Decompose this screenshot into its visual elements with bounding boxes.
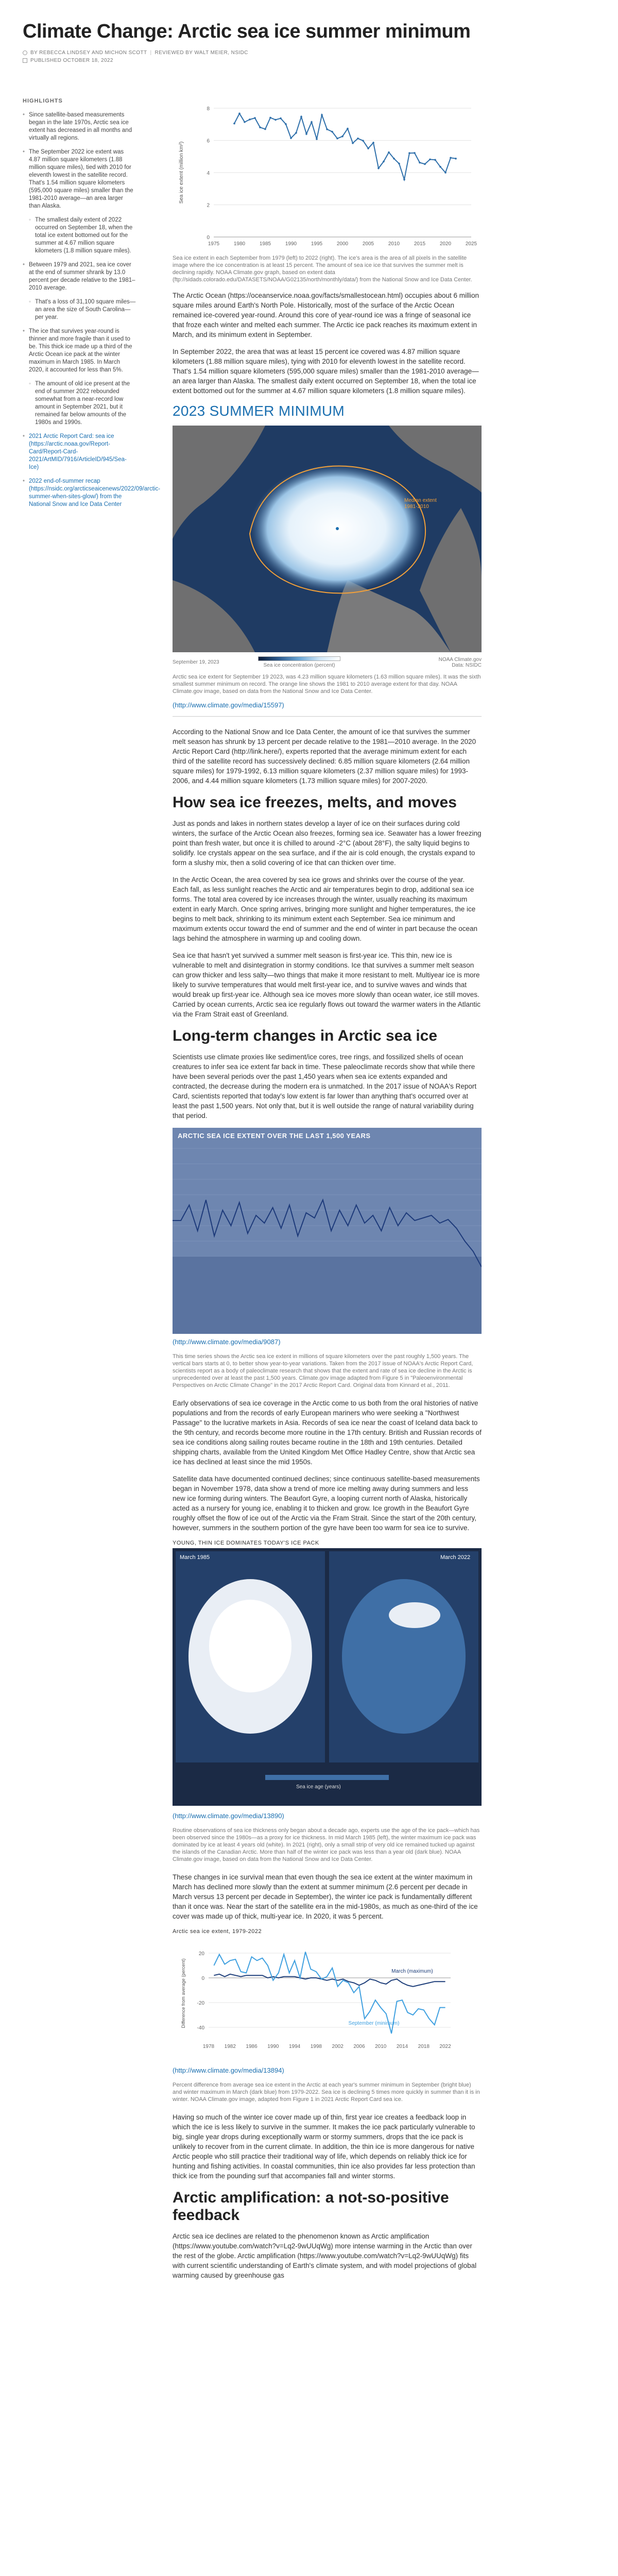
divider xyxy=(173,716,482,717)
sea-ice-age-svg xyxy=(173,1548,482,1806)
age-label-2022: March 2022 xyxy=(440,1554,471,1561)
data-point xyxy=(254,117,256,119)
data-point xyxy=(403,179,405,181)
1500-year-caption: This time series shows the Arctic sea ice extent in millions of square kilometers over the past roughly 1,500 years. The vertical bars starts at 0, to better show year-to-year variations. Taken from the 2017 issue of NOAA's Arctic Report Card, scientists report as a body of paleoclimate research that shows that the extent and rate of sea ice decline in the Arctic is unprecedented over at least the past 1,500 years. Climate.gov image adapted from Figure 5 in "Paleoenvironmental Perspectives on Arctic Climate Change" in the 2017 Arctic Report Card. Original data from Kinnard et al., 2011. xyxy=(173,1353,473,1388)
median-extent-label: Median extent 1981-2010 xyxy=(404,498,437,510)
concentration-legend xyxy=(258,656,340,668)
1500-year-title: ARCTIC SEA ICE EXTENT OVER THE LAST 1,500 YEARS xyxy=(178,1132,371,1140)
data-point xyxy=(347,128,349,130)
data-point xyxy=(434,159,436,161)
data-point xyxy=(419,162,421,164)
series-line xyxy=(214,1952,445,2033)
small-chart-caption: Percent difference from average sea ice extent in the Arctic at each year's summer minimum in September (bright blue) and winter maximum in March (dark blue) from 1979-2022. Sea ice is declining 5 times more quickly in summer than it is in winter. NOAA Climate.gov image, adapted from Figure 1 in 2021 Arctic Report Card sea ice. xyxy=(173,2082,480,2103)
data-point xyxy=(233,123,235,125)
data-point xyxy=(269,117,271,119)
data-point xyxy=(372,142,374,144)
paragraph-ponds-lakes: Just as ponds and lakes in northern states develop a layer of ice on their surfaces during cold winters, the surface of the Arctic Ocean also freezes, forming sea ice. Seawater has a lower freezing point than fresh water, but once it is chilled to around -2°C (about 28°F), the salty liquid begins to solidify. Ice crystals appear on the sea surface, and if the air is cold enough, the crystals expand to form a slushy mix, then a solid covering of ice that can thicken over time. xyxy=(173,820,482,867)
x-tick-label: 2000 xyxy=(336,241,349,247)
x-tick-label: 2020 xyxy=(439,241,452,247)
data-point xyxy=(336,138,338,140)
paragraph-arctic-ocean: The Arctic Ocean (https://oceanservice.noaa.gov/facts/smallestocean.html) occupies about 6 million square miles around Earth's North Pole. Historically, most of the surface of the Arctic Ocean remained ice-covered year-round. Around this core of year-round ice was a fringe of seasonal ice that froze each winter and melted each summer. The Arctic ice pack reaches its maximum extent in March, and its minimum extent in September. xyxy=(173,292,479,338)
paragraph-early-observations: Early observations of sea ice coverage in the Arctic come to us both from the oral histories of native populations and from the records of early European mariners who were seeking a "Northwest Passage" to the lucrative markets in Asia. Records of sea ice near the coast of Iceland data back to the 9th century, and records become more routine in the 17th century. British and Russian records of sea ice conditions along sailing routes became routine in the 18th and 19th centuries. Detailed shipping charts, available from the United Kingdom Met Office Hadley Centre, show that Arctic sea ice has declined at least since the mid 1950s. xyxy=(173,1399,482,1466)
data-point xyxy=(259,126,261,128)
data-point xyxy=(455,158,457,160)
person-icon xyxy=(23,50,27,55)
x-tick-label: 2006 xyxy=(353,2044,365,2049)
age-colorbar xyxy=(265,1775,389,1780)
heading-arctic-amplification: Arctic amplification: a not-so-positive feedback xyxy=(173,2189,449,2224)
x-tick-label: 2018 xyxy=(418,2044,430,2049)
x-tick-label: 1980 xyxy=(233,241,246,247)
data-point xyxy=(285,123,287,125)
highlight-link[interactable]: 2021 Arctic Report Card: sea ice (https://arctic.noaa.gov/Report-Card/Report-Card-2021/ArtMID/7916/ArticleID/945/Sea-Ice) xyxy=(29,433,127,470)
highlight-item: • Between 1979 and 2021, sea ice cover at the end of summer shrank by 13.0 percent per decade relative to the 1981–2010 average. xyxy=(23,261,136,292)
y-tick-label: 6 xyxy=(207,138,210,144)
x-tick-label: 2010 xyxy=(375,2044,387,2049)
y-tick-label: 0 xyxy=(201,1976,204,1981)
calendar-icon xyxy=(23,58,27,63)
data-point xyxy=(362,140,364,142)
highlight-link[interactable]: 2022 end-of-summer recap (https://nsidc.org/arcticseaicenews/2022/09/arctic-summer-when-sites-glow/) from the National Snow and Ice Data Center xyxy=(29,478,161,507)
series-line xyxy=(214,1974,445,1987)
data-point xyxy=(398,163,400,165)
age-old-ice-1985 xyxy=(209,1600,291,1692)
y-tick-label: -20 xyxy=(197,2001,204,2006)
x-tick-label: 1995 xyxy=(311,241,323,247)
y-tick-label: 0 xyxy=(207,235,210,241)
x-tick-label: 1990 xyxy=(267,2044,279,2049)
publish-date-text: PUBLISHED OCTOBER 18, 2022 xyxy=(30,58,113,63)
data-point xyxy=(341,135,344,138)
separator: | xyxy=(150,50,152,56)
age-caption: Routine observations of sea ice thickness only began about a decade ago, experts use the age of the ice pack—which has been observed since the 1980s—as a proxy for ice thickness. In mid March 1985 (left), the winter maximum ice pack was dominated by ice at least 4 years old (white). In 2021 (right), only a small strip of very old ice remained tucked up against the islands of the Canadian Arctic. More than half of the winter ice pack was less than a year old (dark blue). NOAA Climate.gov image, based on data from the National Snow and Ice Data Center. xyxy=(173,1827,480,1862)
paragraph-grows-shrinks: In the Arctic Ocean, the area covered by sea ice grows and shrinks over the course of the year. Each fall, as less sunlight reaches the Arctic and air temperatures begin to drop, additional sea ice forms. The total area covered by ice increases through the winter, usually reaching its maximum extent in early March. Once spring arrives, bringing more sunlight and higher temperatures, the ice begins to melt back, shrinking to its minimum extent each September. Sea ice minimum and maximum extents occur toward the end of summer and the end of winter in part because the ocean lags behind the atmosphere in warming up and cooling down. xyxy=(173,876,478,942)
map-media-link[interactable]: (http://www.climate.gov/media/15597) xyxy=(173,701,284,709)
x-tick-label: 1975 xyxy=(208,241,220,247)
data-point xyxy=(383,161,385,163)
1500-year-chart xyxy=(173,1128,482,1334)
age-old-ice-2022 xyxy=(389,1602,440,1628)
data-point xyxy=(264,128,266,130)
x-tick-label: 2022 xyxy=(439,2044,451,2049)
data-point xyxy=(331,131,333,133)
series-label-september: September (minimum) xyxy=(348,2021,400,2027)
series-label-march: March (maximum) xyxy=(391,1969,433,1974)
sea-ice-age-figure xyxy=(173,1548,482,1806)
y-tick-label: 8 xyxy=(207,106,210,112)
article-body xyxy=(173,98,482,2287)
extent-anomaly-svg xyxy=(173,1937,482,2060)
highlights-sidebar xyxy=(23,98,161,515)
data-point xyxy=(357,138,359,140)
x-tick-label: 2014 xyxy=(396,2044,408,2049)
data-point xyxy=(444,172,447,174)
highlight-item: • Since satellite-based measurements began in the late 1970s, Arctic sea ice extent has decreased in all months and virtually all regions. xyxy=(23,111,136,142)
x-tick-label: 1994 xyxy=(288,2044,301,2049)
data-point xyxy=(274,119,277,121)
reviewer-name: REVIEWED BY WALT MEIER, NSIDC xyxy=(154,50,248,56)
byline xyxy=(23,50,594,56)
age-media-link[interactable]: (http://www.climate.gov/media/13890) xyxy=(173,1812,284,1820)
map-legend xyxy=(173,656,482,668)
y-tick-label: 4 xyxy=(207,171,210,176)
age-figure-title: YOUNG, THIN ICE DOMINATES TODAY'S ICE PACK xyxy=(173,1540,319,1546)
data-point xyxy=(326,128,328,130)
author-names: BY REBECCA LINDSEY AND MICHON SCOTT xyxy=(30,50,147,56)
y-tick-label: 20 xyxy=(198,1951,204,1957)
highlights-list xyxy=(23,111,161,509)
data-point xyxy=(429,159,431,161)
highlight-item: • The ice that survives year-round is thinner and more fragile than it used to be. This thick ice made up a third of the Arctic Ocean ice pack at the winter maximum in March 1985. In March 2020, it accounted for less than 5%. xyxy=(23,328,136,374)
paragraph-paleoclimate: Scientists use climate proxies like sediment/ice cores, tree rings, and fossilized shells of ocean creatures to infer sea ice extent far back in time. These paleoclimate records show that while there have been several periods over the past 1,450 years when sea ice extents expanded and contracted, the decrease during the modern era is unmatched. In the 2017 issue of NOAA's Report Card, scientists reported that today's low extent is far lower than anything that's occurred over at least the past 1,500 years. Not only that, but it is well outside the range of natural variability during that period. xyxy=(173,1053,477,1120)
publish-date xyxy=(23,58,594,63)
paragraph-sept-2022: In September 2022, the area that was at least 15 percent ice covered was 4.87 million square kilometers (1.88 million square miles), tying with 2010 for eleventh lowest in the satellite record. That's 1.54 million square kilometers (595,000 square miles) smaller than the 1981-2010 average—an area larger than Alaska. The smallest daily extent occurred on September 18, when the total ice extent bottomed out for the summer at 4.67 million square kilometers (1.8 million square miles). xyxy=(173,348,479,395)
age-ice-2022 xyxy=(342,1579,466,1734)
x-tick-label: 1985 xyxy=(259,241,271,247)
data-point xyxy=(352,142,354,144)
data-point xyxy=(238,113,241,115)
data-point xyxy=(300,116,302,118)
paragraph-nsidc: According to the National Snow and Ice Data Center, the amount of ice that survives the summer melt season has shrunk by 13 percent per decade relative to the 1981—2010 average. In the 2020 Arctic Report Card (http://link.here/), experts reported that the average minimum extent for each third of the satellite record has successively declined: 6.85 million square kilometers (2.64 million square miles) for 1979-1992, 6.13 million square kilometers (2.37 million square miles) for 1993-2006, and 4.44 million square kilometers (1.73 million square miles) for 2007-2020. xyxy=(173,728,476,785)
data-point xyxy=(408,152,410,154)
summer-min-heading: 2023 SUMMER MINIMUM xyxy=(173,403,345,419)
data-point xyxy=(280,117,282,120)
data-point xyxy=(316,138,318,140)
lower-band xyxy=(173,1257,482,1334)
small-chart-media-link[interactable]: (http://www.climate.gov/media/13894) xyxy=(173,2066,284,2074)
y-tick-label: -40 xyxy=(197,2025,204,2031)
x-tick-label: 2005 xyxy=(362,241,374,247)
data-point xyxy=(367,147,369,149)
heading-long-term: Long-term changes in Arctic sea ice xyxy=(173,1027,438,1044)
figure1-caption: Sea ice extent in each September from 1979 (left) to 2022 (right). The ice's area is the area of all pixels in the satellite image where the ice concentration is at least 15 percent. The amount of sea ice ice that survives the summer melt is declining rapidly. NOAA Climate.gov graph, based on extent data (ftp://sidads.colorado.edu/DATASETS/NOAA/G02135/north/monthly/data/) from the National Snow and Ice Data Center. xyxy=(173,255,472,283)
highlights-heading: HIGHLIGHTS xyxy=(23,98,63,104)
highlight-item: ◦ That's a loss of 31,100 square miles—an area the size of South Carolina—per year. xyxy=(23,298,136,321)
data-point xyxy=(393,158,395,160)
data-point xyxy=(414,152,416,154)
map-credit: NOAA Climate.gov Data: NSIDC xyxy=(438,656,482,668)
small-chart-title: Arctic sea ice extent, 1979-2022 xyxy=(173,1928,262,1935)
x-tick-label: 2025 xyxy=(465,241,477,247)
y-axis-label: Difference from average (percent) xyxy=(181,1958,186,2028)
map-caption: Arctic sea ice extent for September 19 2023, was 4.23 million square kilometers (1.63 million square miles). It was the sixth smallest summer minimum on record. The orange line shows the 1981 to 2010 average extent for that day. NOAA Climate.gov image, based on data from the National Snow and Ice Data Center. xyxy=(173,674,481,694)
data-point xyxy=(244,121,246,123)
concentration-legend-title: Sea ice concentration (percent) xyxy=(263,663,335,668)
1500-year-svg xyxy=(173,1128,482,1334)
data-point xyxy=(439,166,441,168)
x-tick-label: 1998 xyxy=(310,2044,322,2049)
highlight-item[interactable] xyxy=(23,433,136,471)
sea-ice-map-svg xyxy=(173,426,482,652)
data-point xyxy=(424,163,426,165)
data-point xyxy=(295,132,297,134)
paragraph-ice-survival: These changes in ice survival mean that even though the sea ice extent at the winter maximum in March has declined more slowly than the extent at summer minimum (2.6 percent per decade in March versus 13 percent per decade in September), the winter ice pack is fundamentally different than it once was. Near the start of the satellite era in the mid-1980s, as much as one-third of the ice cover was made up of thick, multi-year ice. In 2020, it was 5 percent. xyxy=(173,1873,478,1920)
x-tick-label: 2010 xyxy=(388,241,400,247)
data-point xyxy=(311,121,313,123)
x-tick-label: 2015 xyxy=(414,241,426,247)
chart1-svg xyxy=(173,98,482,252)
highlight-item[interactable] xyxy=(23,478,161,509)
data-point xyxy=(450,157,452,159)
paragraph-satellite: Satellite data have documented continued declines; since continuous satellite-based measurements began in November 1978, data show a trend of more ice melting away during summers and less new ice forming during winters. The Beaufort Gyre, a looping current north of Alaska, historically acted as a nursery for young ice, enabling it to thicken and grow. Ice growth in the Beaufort Gyre roughly offset the flow of ice out of the Arctic via the Fram Strait. Since the start of the 20th century, however, summers in the southern portion of the gyre have been too warm for sea ice to survive. xyxy=(173,1475,480,1532)
article-header xyxy=(23,21,594,63)
paragraph-first-year-ice: Sea ice that hasn't yet survived a summer melt season is first-year ice. This thin, new ice is vulnerable to melt and disintegration in stormy conditions. Ice that survives a summer melt season can grow thicker and less salty—two things that make it more resistant to melt. Multiyear ice is more likely to survive temperatures that would melt first-year ice, and to survive waves and winds that would break up first-year ice. Although sea ice moves more slowly than ocean water, ice still moves. Carried by ocean currents, Arctic sea ice regularly flows out toward the warmer waters in the Atlantic via the Fram Strait east of Greenland. xyxy=(173,952,481,1018)
north-pole-marker xyxy=(336,527,339,530)
highlight-item: ◦ The amount of old ice present at the end of summer 2022 rebounded somewhat from a near-record low amount in September 2021, but it remained far below amounts of the 1980s and 1990s. xyxy=(23,380,136,427)
data-point xyxy=(321,114,323,116)
highlight-item: • The September 2022 ice extent was 4.87 million square kilometers (1.88 million square miles), tied with 2010 for eleventh lowest in the satellite record. That's 1.54 million square kilometers (595,000 square miles) smaller than the 1981-2010 average—an area larger than Alaska. xyxy=(23,148,136,210)
map-date-label: September 19, 2023 xyxy=(173,659,219,665)
data-point xyxy=(305,133,307,135)
heading-freeze-melt: How sea ice freezes, melts, and moves xyxy=(173,794,457,811)
x-tick-label: 1982 xyxy=(224,2044,236,2049)
data-point xyxy=(249,118,251,121)
y-axis-label: Sea ice extent (million km²) xyxy=(179,141,184,204)
x-tick-label: 1978 xyxy=(202,2044,215,2049)
sea-ice-map xyxy=(173,426,482,652)
paragraph-feedback-loop: Having so much of the winter ice cover made up of thin, first year ice creates a feedback loop in which the ice is less likely to survive in the summer. It makes the ice pack particularly vulnerable to big, single year drops during exceptionally warm or stormy summers, drops that the ice pack is unlikely to recover from in the current climate. In addition, the thin ice is more dangerous for native Arctic people who still practice their traditional way of life, which depends on reliably thick ice for hunting and fishing activities. In coastal communities, thin ice also provides far less protection than thick ice from the pounding surf that accompanies fall and winter storms. xyxy=(173,2113,475,2180)
extent-anomaly-chart xyxy=(173,1937,482,2060)
data-point xyxy=(290,137,292,139)
age-legend-title: Sea ice age (years) xyxy=(296,1784,341,1790)
x-tick-label: 2002 xyxy=(332,2044,344,2049)
1500-year-media-link[interactable]: (http://www.climate.gov/media/9087) xyxy=(173,1338,281,1346)
age-label-1985: March 1985 xyxy=(180,1554,210,1561)
september-extent-chart xyxy=(173,98,482,252)
concentration-colorbar xyxy=(258,656,340,661)
y-tick-label: 2 xyxy=(207,202,210,209)
page-title: Climate Change: Arctic sea ice summer minimum xyxy=(23,21,471,42)
x-tick-label: 1990 xyxy=(285,241,297,247)
series-line xyxy=(234,113,456,179)
x-tick-label: 1986 xyxy=(246,2044,258,2049)
data-point xyxy=(388,151,390,154)
data-point xyxy=(377,167,380,170)
paragraph-amplification: Arctic sea ice declines are related to the phenomenon known as Arctic amplification (https://www.youtube.com/watch?v=Lq2-9wUUqWg) more intense warming in the Arctic than over the rest of the globe. Arctic amplification (https://www.youtube.com/watch?v=Lq2-9wUUqWg) fits with current scientific understanding of Earth's climate system, and with model projections of global warming caused by greenhouse gas xyxy=(173,2232,477,2279)
highlight-item: ◦ The smallest daily extent of 2022 occurred on September 18, when the total ice extent bottomed out for the summer at 4.67 million square kilometers (1.8 million square miles). xyxy=(23,216,136,255)
